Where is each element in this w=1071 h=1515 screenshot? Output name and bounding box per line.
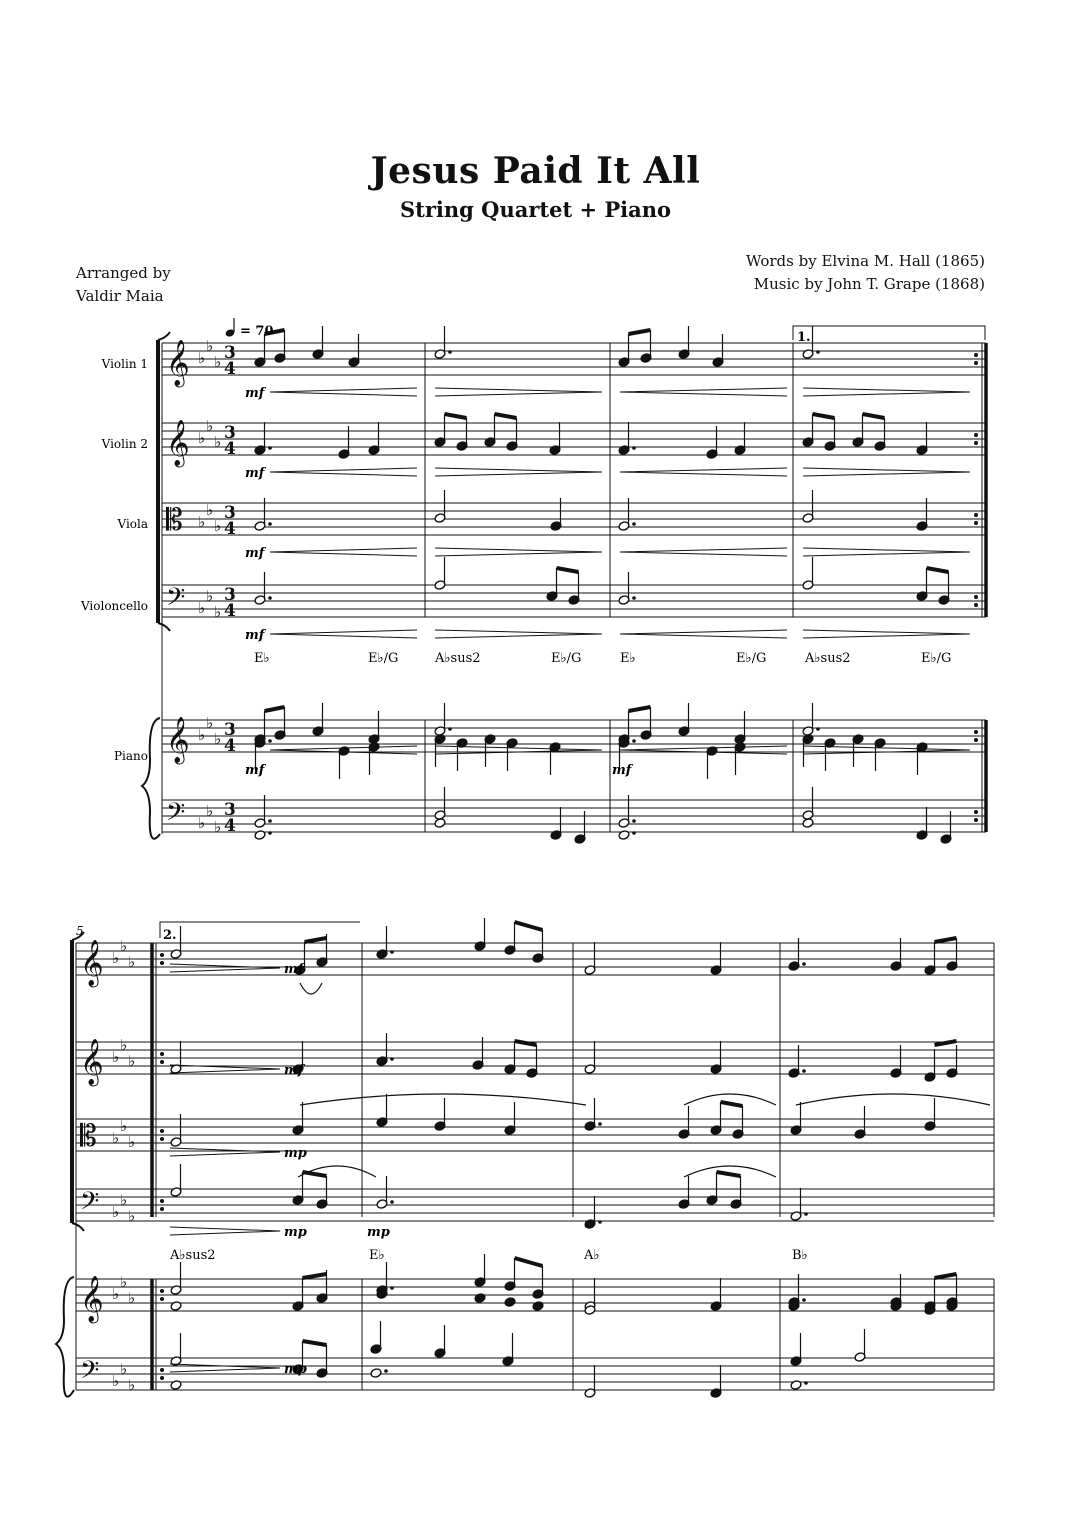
flat-icon: ♭ [120,1360,128,1378]
dot [268,596,272,600]
time-signature-denominator: 4 [224,601,236,621]
flat-icon: ♭ [206,337,214,355]
beam [265,707,285,711]
flat-icon: ♭ [112,949,120,967]
dynamic-mp-vc-s2: mp [284,1225,307,1240]
decrescendo-hairpin [435,548,602,556]
flat-icon: ♭ [206,714,214,732]
score-title: Jesus Paid It All [370,150,701,192]
dot [632,522,636,526]
beam [813,414,835,418]
beam [717,1172,741,1176]
flat-icon: ♭ [198,513,206,531]
notehead [434,818,446,829]
beam [935,938,957,942]
repeat-dot [160,961,164,965]
repeat-dot [974,738,978,742]
repeat-dot [974,730,978,734]
dot [268,522,272,526]
time-signature-denominator: 4 [224,359,236,379]
dot [802,962,806,966]
repeat-dot [160,1376,164,1380]
beam [305,938,327,942]
time-signature-numerator: 3 [224,423,236,443]
decrescendo-hairpin [803,548,970,556]
system-bracket [72,1223,84,1231]
beam [863,414,885,418]
dot [802,1298,806,1302]
dynamic-mf-vn1-s2: mf [284,962,304,977]
repeat-dot [160,1060,164,1064]
repeat-dot [160,1368,164,1372]
repeat-dot [974,595,978,599]
flat-icon: ♭ [214,517,222,535]
flat-icon: ♭ [112,1372,120,1390]
label-violoncello: Violoncello [80,599,148,613]
dot [804,1212,808,1216]
flat-icon: ♭ [112,1048,120,1066]
repeat-dot [160,1207,164,1211]
time-signature-denominator: 4 [224,439,236,459]
bass-clef-icon: 𝄢 [166,583,186,618]
crescendo-hairpin [270,468,417,476]
beam [303,1274,327,1278]
chord-symbol: E♭ [620,651,636,666]
crescendo-hairpin [620,388,787,396]
notehead [532,1301,544,1312]
dot [268,739,272,743]
crescendo-hairpin [620,468,787,476]
flat-icon: ♭ [214,433,222,451]
chord-symbol: A♭sus2 [435,651,481,666]
dot [268,446,272,450]
flat-icon: ♭ [198,599,206,617]
dot [632,831,636,835]
chord-symbol: B♭ [792,1248,808,1263]
crescendo-hairpin [270,548,417,556]
decrescendo-hairpin [435,388,602,396]
slur [796,1094,990,1105]
repeat-dot [160,1289,164,1293]
alto-clef-icon: 𝄡 [80,1119,97,1154]
dynamic-mf-vla: mf [245,546,265,561]
measure-number: 5 [76,924,84,938]
beam [445,414,467,418]
flat-icon: ♭ [198,814,206,832]
chord-symbol: E♭ [254,651,270,666]
notehead [474,1293,486,1304]
flat-icon: ♭ [112,1129,120,1147]
dot [632,596,636,600]
flat-icon: ♭ [206,501,214,519]
barlines [56,332,994,1397]
time-signature-numerator: 3 [224,800,236,820]
repeat-dot [974,513,978,517]
repeat-dot [974,810,978,814]
dot [448,727,452,731]
notehead [170,1380,182,1391]
treble-clef-icon: 𝄞 [80,940,104,986]
dot [268,831,272,835]
flat-icon: ♭ [128,953,136,971]
dot [390,1286,394,1290]
arranger-name: Valdir Maia [76,287,164,305]
volta-1-label: 1. [797,330,811,345]
treble-clef-icon: 𝄞 [80,1039,104,1085]
dynamic-mp-piano-s2: mp [284,1362,307,1377]
flat-icon: ♭ [214,818,222,836]
slur [300,983,322,994]
crescendo-hairpin [620,630,787,638]
time-signature-numerator: 3 [224,343,236,363]
dynamic-mf-vc: mf [245,628,265,643]
repeat-dot [160,953,164,957]
treble-clef-icon: 𝄞 [166,717,190,763]
repeat-dot [974,441,978,445]
dot [390,1057,394,1061]
time-signature-denominator: 4 [224,816,236,836]
repeat-dot [160,1137,164,1141]
flat-icon: ♭ [206,802,214,820]
flat-icon: ♭ [112,1203,120,1221]
beam [935,1274,957,1278]
dot [816,727,820,731]
dot [632,819,636,823]
beam [303,1341,327,1345]
dynamic-mf-vn2-s2: mf [284,1063,304,1078]
notehead [504,1297,516,1308]
dot [816,350,820,354]
staff-lines [76,337,994,1394]
arranger-label: Arranged by [76,264,171,282]
dynamic-mp-vla-s2: mp [284,1146,307,1161]
decrescendo-hairpin [803,388,970,396]
repeat-dot [974,433,978,437]
dot [390,950,394,954]
repeat-dot [974,818,978,822]
label-violin-2: Violin 2 [101,437,148,451]
decrescendo-hairpin [435,468,602,476]
alto-clef-icon: 𝄡 [166,503,183,538]
dot [632,739,636,743]
flat-icon: ♭ [128,1052,136,1070]
treble-clef-icon: 𝄞 [80,1276,104,1322]
dot [384,1369,388,1373]
crescendo-hairpin [270,388,417,396]
flat-icon: ♭ [120,1273,128,1291]
flat-icon: ♭ [206,417,214,435]
repeat-dot [974,353,978,357]
volta-2-label: 2. [163,928,177,943]
flat-icon: ♭ [128,1376,136,1394]
treble-clef-icon: 𝄞 [166,340,190,386]
dynamic-mf-vn1: mf [245,386,265,401]
piano-brace [56,1277,74,1397]
decrescendo-hairpin [170,964,280,972]
label-piano: Piano [113,749,148,763]
flat-icon: ♭ [120,1191,128,1209]
notehead [618,830,630,841]
flat-icon: ♭ [120,937,128,955]
chord-symbol: A♭sus2 [805,651,851,666]
chord-symbol: E♭/G [921,651,952,666]
beam [927,568,949,572]
dynamic-mp-vc-m6: mp [367,1225,390,1240]
time-signature-numerator: 3 [224,585,236,605]
bass-clef-icon: 𝄢 [166,798,186,833]
decrescendo-hairpin [170,1364,280,1372]
chord-symbol: E♭/G [551,651,582,666]
crescendo-hairpin [620,548,787,556]
chord-symbol: E♭/G [736,651,767,666]
decrescendo-hairpin [803,468,970,476]
flat-icon: ♭ [120,1117,128,1135]
crescendo-hairpin [620,746,787,754]
repeat-dot [974,361,978,365]
decrescendo-hairpin [803,630,970,638]
decrescendo-hairpin [170,1148,280,1156]
dot [268,819,272,823]
bass-clef-icon: 𝄢 [80,1187,100,1222]
slur [298,1166,376,1177]
dot [448,350,452,354]
flat-icon: ♭ [198,349,206,367]
flat-icon: ♭ [112,1285,120,1303]
system-bracket [158,623,170,631]
dot [802,1069,806,1073]
time-signature-denominator: 4 [224,736,236,756]
repeat-dot [160,1297,164,1301]
flat-icon: ♭ [198,726,206,744]
dynamic-mf-vn2: mf [245,466,265,481]
flat-icon: ♭ [128,1133,136,1151]
notehead [802,818,814,829]
repeat-dot [160,1052,164,1056]
notehead [170,1301,182,1312]
beam [515,1258,543,1266]
bass-clef-icon: 𝄢 [80,1356,100,1391]
time-signature-numerator: 3 [224,503,236,523]
tempo-marking [225,318,274,339]
time-signature-numerator: 3 [224,720,236,740]
dynamic-mf-piano-m3: mf [612,763,632,778]
flat-icon: ♭ [214,730,222,748]
score-subtitle: String Quartet + Piano [399,197,672,222]
words-credit: Words by Elvina M. Hall (1865) [745,252,985,270]
flat-icon: ♭ [214,353,222,371]
music-credit: Music by John T. Grape (1868) [753,275,985,293]
crescendo-hairpin [270,630,417,638]
flat-icon: ♭ [198,429,206,447]
piano-brace [142,718,160,839]
repeat-dot [160,1199,164,1203]
notehead [790,1380,802,1391]
slur [300,1094,586,1105]
notehead [370,1368,382,1379]
beam [629,330,651,334]
dot [598,1220,602,1224]
chord-symbol: E♭ [369,1248,385,1263]
time-signature-denominator: 4 [224,519,236,539]
label-viola: Viola [117,517,148,531]
system-bracket [158,332,170,340]
dot [390,1200,394,1204]
flat-icon: ♭ [214,603,222,621]
flat-icon: ♭ [128,1207,136,1225]
repeat-dot [974,521,978,525]
dot [632,446,636,450]
beam [629,707,651,711]
treble-clef-icon: 𝄞 [166,420,190,466]
chord-symbol: A♭ [584,1248,600,1263]
volta-1 [793,326,985,345]
dot [804,1381,808,1385]
flat-icon: ♭ [206,587,214,605]
chord-symbol: E♭/G [368,651,399,666]
dynamic-mf-piano: mf [245,763,265,778]
decrescendo-hairpin [170,1227,280,1235]
beam [557,568,579,572]
volta-2 [160,922,360,943]
beam [495,414,517,418]
flat-icon: ♭ [120,1036,128,1054]
flat-icon: ♭ [128,1289,136,1307]
repeat-dot [974,603,978,607]
repeat-dot [160,1129,164,1133]
chord-symbol: A♭sus2 [170,1248,216,1263]
tempo-text: = 70 [240,324,274,339]
beam [721,1102,743,1106]
dot [598,1122,602,1126]
label-violin-1: Violin 1 [101,357,148,371]
decrescendo-hairpin [435,630,602,638]
notehead [254,830,266,841]
beam [515,922,543,930]
